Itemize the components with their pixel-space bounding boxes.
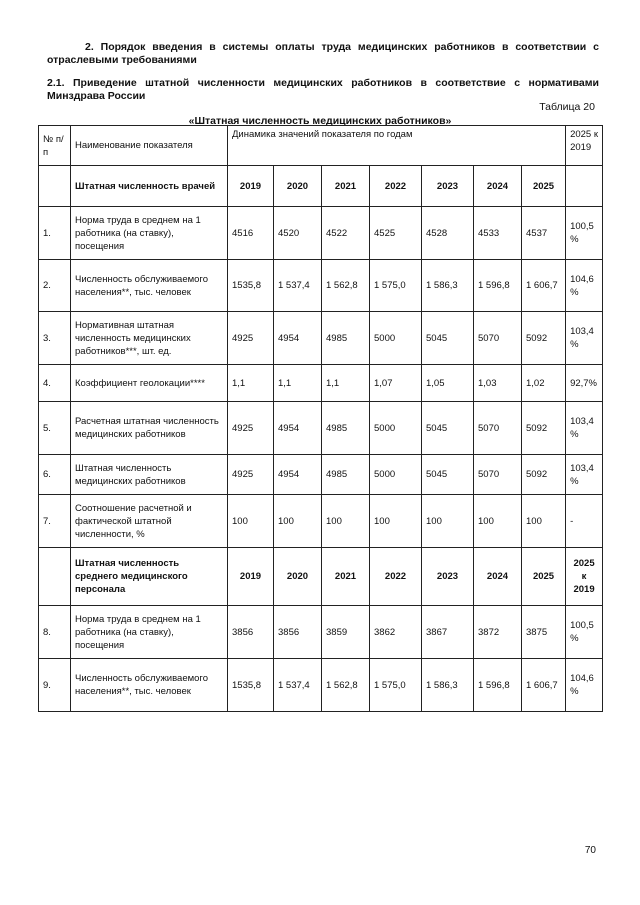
section-header-row [39, 166, 603, 207]
table-row [39, 606, 603, 659]
ratio-cell: 100,5% [566, 207, 603, 260]
table-row [39, 365, 603, 402]
value-cell-2024: 5070 [474, 402, 522, 455]
ratio-cell: 92,7% [566, 365, 603, 402]
header-ratio: 2025 к 2019 [566, 126, 603, 166]
value-cell-2021: 1,1 [322, 365, 370, 402]
row-number: 2. [39, 260, 71, 312]
value-cell-2020: 1 537,4 [274, 260, 322, 312]
value-cell-2024: 5070 [474, 455, 522, 495]
value-cell-2021: 4985 [322, 312, 370, 365]
value-cell-2023: 1,05 [422, 365, 474, 402]
value-cell-2019: 1535,8 [228, 659, 274, 712]
value-cell-2021: 4522 [322, 207, 370, 260]
value-cell-2023: 1 586,3 [422, 659, 474, 712]
value-cell-2021: 4985 [322, 455, 370, 495]
value-cell-2024: 4533 [474, 207, 522, 260]
value-cell-2020: 1,1 [274, 365, 322, 402]
value-cell-2022: 5000 [370, 455, 422, 495]
indicator-name: Численность обслуживаемого населения**, тыс. человек [71, 260, 228, 312]
section-title: Штатная численность среднего медицинского персонала [71, 548, 228, 606]
value-cell-2022: 1 575,0 [370, 260, 422, 312]
value-cell-2020: 4520 [274, 207, 322, 260]
value-cell-2020: 3856 [274, 606, 322, 659]
section-num-cell [39, 166, 71, 207]
indicator-name: Численность обслуживаемого населения**, тыс. человек [71, 659, 228, 712]
indicator-name: Штатная численность медицинских работников [71, 455, 228, 495]
value-cell-2021: 100 [322, 495, 370, 548]
year-header-2025: 2025 [522, 166, 566, 207]
header-num: № п/п [39, 126, 71, 166]
value-cell-2025: 5092 [522, 455, 566, 495]
value-cell-2019: 4516 [228, 207, 274, 260]
year-header-2025: 2025 [522, 548, 566, 606]
year-header-2019: 2019 [228, 548, 274, 606]
row-number: 5. [39, 402, 71, 455]
value-cell-2024: 5070 [474, 312, 522, 365]
ratio-cell: 103,4% [566, 455, 603, 495]
ratio-cell: 104,6% [566, 260, 603, 312]
value-cell-2025: 5092 [522, 402, 566, 455]
value-cell-2024: 1 596,8 [474, 659, 522, 712]
year-header-2019: 2019 [228, 166, 274, 207]
value-cell-2024: 1,03 [474, 365, 522, 402]
row-number: 6. [39, 455, 71, 495]
ratio-cell: - [566, 495, 603, 548]
year-header-2021: 2021 [322, 548, 370, 606]
value-cell-2022: 5000 [370, 312, 422, 365]
value-cell-2025: 1 606,7 [522, 260, 566, 312]
value-cell-2020: 4954 [274, 312, 322, 365]
value-cell-2020: 100 [274, 495, 322, 548]
value-cell-2025: 1,02 [522, 365, 566, 402]
table-row [39, 260, 603, 312]
value-cell-2019: 100 [228, 495, 274, 548]
value-cell-2019: 1,1 [228, 365, 274, 402]
year-header-2022: 2022 [370, 548, 422, 606]
value-cell-2023: 5045 [422, 402, 474, 455]
value-cell-2019: 1535,8 [228, 260, 274, 312]
year-header-2024: 2024 [474, 548, 522, 606]
value-cell-2019: 4925 [228, 312, 274, 365]
header-dynamics: Динамика значений показателя по годам [228, 126, 566, 166]
table-title: «Штатная численность медицинских работников» [188, 115, 452, 127]
value-cell-2024: 1 596,8 [474, 260, 522, 312]
value-cell-2021: 4985 [322, 402, 370, 455]
indicator-name: Нормативная штатная численность медицинских работников***, шт. ед. [71, 312, 228, 365]
ratio-cell: 104,6% [566, 659, 603, 712]
value-cell-2023: 3867 [422, 606, 474, 659]
ratio-cell: 100,5% [566, 606, 603, 659]
value-cell-2022: 1,07 [370, 365, 422, 402]
year-header-2023: 2023 [422, 166, 474, 207]
value-cell-2019: 4925 [228, 402, 274, 455]
section-ratio-label [566, 166, 603, 207]
row-number: 1. [39, 207, 71, 260]
value-cell-2020: 1 537,4 [274, 659, 322, 712]
value-cell-2022: 1 575,0 [370, 659, 422, 712]
year-header-2021: 2021 [322, 166, 370, 207]
table-row [39, 455, 603, 495]
value-cell-2023: 100 [422, 495, 474, 548]
page-number: 70 [584, 845, 596, 856]
year-header-2020: 2020 [274, 548, 322, 606]
value-cell-2019: 3856 [228, 606, 274, 659]
year-header-2024: 2024 [474, 166, 522, 207]
row-number: 3. [39, 312, 71, 365]
value-cell-2022: 3862 [370, 606, 422, 659]
table-row [39, 495, 603, 548]
indicator-name: Расчетная штатная численность медицинских работников [71, 402, 228, 455]
row-number: 8. [39, 606, 71, 659]
table-label: Таблица 20 [539, 101, 595, 113]
section-header-row [39, 548, 603, 606]
value-cell-2025: 5092 [522, 312, 566, 365]
value-cell-2022: 4525 [370, 207, 422, 260]
table-row [39, 659, 603, 712]
ratio-cell: 103,4% [566, 312, 603, 365]
value-cell-2023: 1 586,3 [422, 260, 474, 312]
indicator-name: Норма труда в среднем на 1 работника (на ставку), посещения [71, 606, 228, 659]
value-cell-2019: 4925 [228, 455, 274, 495]
value-cell-2022: 100 [370, 495, 422, 548]
indicator-name: Норма труда в среднем на 1 работника (на ставку), посещения [71, 207, 228, 260]
row-number: 9. [39, 659, 71, 712]
row-number: 7. [39, 495, 71, 548]
value-cell-2025: 4537 [522, 207, 566, 260]
value-cell-2023: 5045 [422, 312, 474, 365]
value-cell-2024: 3872 [474, 606, 522, 659]
year-header-2022: 2022 [370, 166, 422, 207]
table-header-row [39, 126, 603, 166]
value-cell-2020: 4954 [274, 455, 322, 495]
indicator-name: Коэффициент геолокации**** [71, 365, 228, 402]
value-cell-2024: 100 [474, 495, 522, 548]
year-header-2020: 2020 [274, 166, 322, 207]
value-cell-2021: 1 562,8 [322, 659, 370, 712]
value-cell-2023: 4528 [422, 207, 474, 260]
table-row [39, 312, 603, 365]
year-header-2023: 2023 [422, 548, 474, 606]
row-number: 4. [39, 365, 71, 402]
value-cell-2025: 3875 [522, 606, 566, 659]
header-name: Наименование показателя [71, 126, 228, 166]
table-row [39, 402, 603, 455]
indicator-name: Соотношение расчетной и фактической штатной численности, % [71, 495, 228, 548]
value-cell-2025: 1 606,7 [522, 659, 566, 712]
value-cell-2022: 5000 [370, 402, 422, 455]
section-num-cell [39, 548, 71, 606]
value-cell-2021: 3859 [322, 606, 370, 659]
value-cell-2020: 4954 [274, 402, 322, 455]
ratio-cell: 103,4% [566, 402, 603, 455]
section-heading: 2. Порядок введения в системы оплаты труда медицинских работников в соответствии с отраслевыми требованиями [47, 41, 599, 66]
value-cell-2023: 5045 [422, 455, 474, 495]
value-cell-2021: 1 562,8 [322, 260, 370, 312]
section-title: Штатная численность врачей [71, 166, 228, 207]
table-row [39, 207, 603, 260]
section-ratio-label: 2025 к 2019 [566, 548, 603, 606]
staff-table [38, 125, 603, 712]
subsection-heading: 2.1. Приведение штатной численности медицинских работников в соответствие с нормативами Минздрава России [47, 77, 599, 102]
value-cell-2025: 100 [522, 495, 566, 548]
